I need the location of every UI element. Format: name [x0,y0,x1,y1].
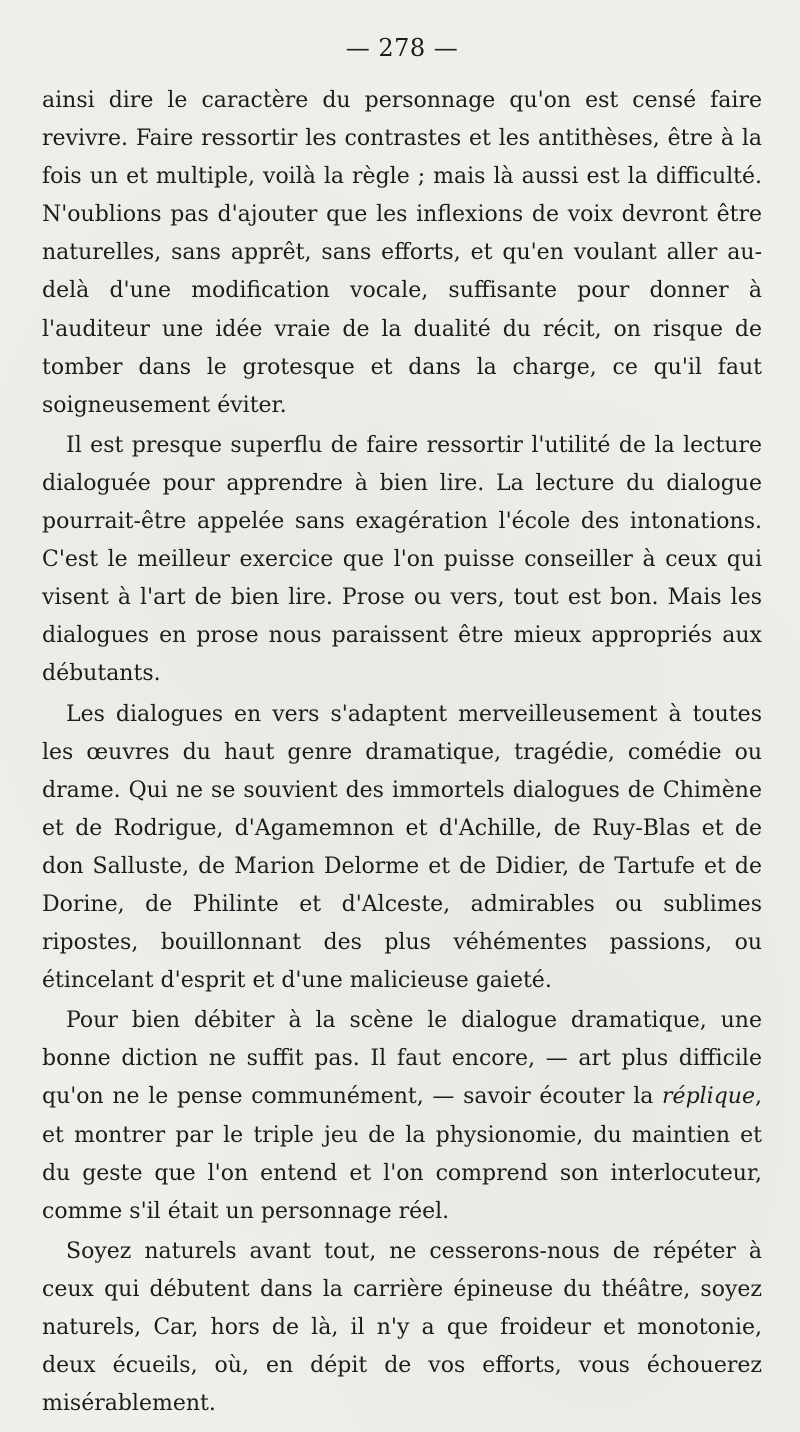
emphasized-word: réplique [662,1084,755,1110]
paragraph-text: Soyez naturels avant tout, ne cesserons-nous de répéter à ceux qui débutent dans la carrière épineuse du théâtre, soyez naturels, Car, hors de là, il n'y a que froideur et monotonie, deux écueils, où, en dépit de vos efforts, vous échouerez misérablement. [42,1238,762,1417]
paragraph-verse-dialogues [42,696,762,1001]
paragraph-text: Pour bien débiter à la scène le dialogue dramatique, une bonne diction ne suffit pas. Il faut encore, — art plus difficile qu'on ne le pense communément, — savoir écouter la [42,1008,762,1110]
paragraph-dialogue-reading [42,427,762,694]
paragraph-stage-delivery [42,1002,762,1231]
paragraph-text: ainsi dire le caractère du personnage qu'on est censé faire revivre. Faire ressortir les contrastes et les antithèses, être à la fois un et multiple, voilà la règle ; mais là aussi est la difficulté. N'oublions pas d'ajouter que les inflexions de voix devront être naturelles, sans apprêt, sans efforts, et qu'en voulant aller au-delà d'une modification vocale, suffisante pour donner à l'auditeur une idée vraie de la dualité du récit, on risque de tomber dans le grotesque et dans la charge, ce qu'il faut soigneusement éviter. [42,88,762,418]
paragraph-text: Les dialogues en vers s'adaptent merveilleusement à toutes les œuvres du haut genre dramatique, tragédie, comédie ou drame. Qui ne se souvient des immortels dialogues de Chimène et de Rodrigue, d'Agamemnon et d'Achille, de Ruy-Blas et de don Salluste, de Marion Delorme et de Didier, de Tartufe et de Dorine, de Philinte et d'Alceste, admirables ou sublimes ripostes, bouillonnant des plus véhémentes passions, ou étincelant d'esprit et d'une malicieuse gaieté. [42,701,762,994]
paragraph-text: , et montrer par le triple jeu de la physionomie, du maintien et du geste que l'on entend et l'on comprend son interlocuteur, comme s'il était un personnage réel. [42,1084,762,1224]
paragraph-continuation [42,82,762,425]
paragraph-be-natural [42,1233,762,1423]
paragraph-text: Il est presque superflu de faire ressortir l'utilité de la lecture dialoguée pour apprendre à bien lire. La lecture du dialogue pourrait-être appelée sans exagération l'école des intonations. C'est le meilleur exercice que l'on puisse conseiller à ceux qui visent à l'art de bien lire. Prose ou vers, tout est bon. Mais les dialogues en prose nous paraissent être mieux appropriés aux débutants. [42,432,762,687]
page-number: — 278 — [345,34,459,62]
